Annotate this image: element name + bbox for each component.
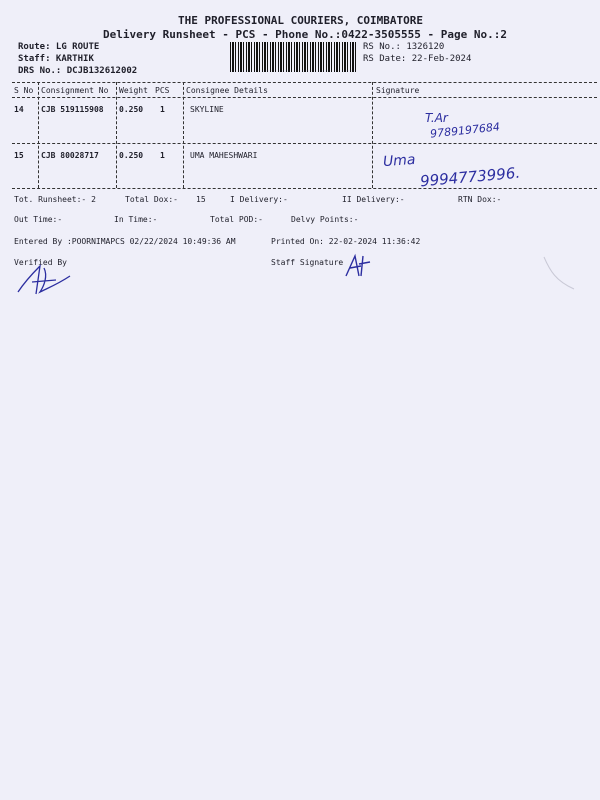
staff-signature bbox=[343, 252, 373, 280]
total-dox-label: Total Dox:- bbox=[125, 195, 178, 204]
total-runsheet: Tot. Runsheet:- 2 bbox=[14, 195, 96, 204]
i-delivery: I Delivery:- bbox=[230, 195, 288, 204]
row-weight: 0.250 bbox=[119, 151, 144, 160]
in-time: In Time:- bbox=[114, 215, 158, 224]
company-title: THE PROFESSIONAL COURIERS, COIMBATORE bbox=[178, 14, 424, 27]
col-header-consignment: Consignment No bbox=[41, 86, 109, 95]
col-header-signature: Signature bbox=[376, 86, 420, 95]
row-consignment: CJB 519115908 bbox=[41, 105, 104, 114]
barcode bbox=[230, 42, 358, 72]
verified-by-label: Verified By bbox=[14, 258, 67, 267]
row-weight: 0.250 bbox=[119, 105, 144, 114]
row-consignee: UMA MAHESHWARI bbox=[190, 151, 258, 160]
staff-label: Staff: KARTHIK bbox=[18, 54, 94, 64]
total-dox-value: 15 bbox=[196, 195, 206, 204]
staff-signature-label: Staff Signature bbox=[271, 258, 344, 267]
drs-number: DRS No.: DCJB132612002 bbox=[18, 66, 138, 76]
route-label: Route: LG ROUTE bbox=[18, 42, 100, 52]
col-divider bbox=[372, 82, 373, 188]
verifier-signature bbox=[14, 262, 76, 298]
rs-number: RS No.: 1326120 bbox=[363, 42, 445, 52]
rs-date: RS Date: 22-Feb-2024 bbox=[363, 54, 472, 64]
table-top-rule bbox=[12, 82, 597, 83]
printed-on: Printed On: 22-02-2024 11:36:42 bbox=[271, 237, 421, 246]
col-header-weight: Weight bbox=[119, 86, 148, 95]
paper-fold-mark bbox=[540, 255, 580, 295]
handwritten-phone: 9994773996. bbox=[419, 163, 521, 191]
runsheet-subtitle: Delivery Runsheet - PCS - Phone No.:0422-3505555 - Page No.:2 bbox=[103, 28, 507, 41]
row-pcs: 1 bbox=[160, 151, 165, 160]
out-time: Out Time:- bbox=[14, 215, 63, 224]
col-divider bbox=[116, 82, 117, 188]
delvy-points: Delvy Points:- bbox=[291, 215, 359, 224]
row-pcs: 1 bbox=[160, 105, 165, 114]
table-row-rule bbox=[12, 143, 597, 144]
entered-by: Entered By :POORNIMAPCS 02/22/2024 10:49:36 AM bbox=[14, 237, 236, 246]
col-divider bbox=[183, 82, 184, 188]
table-bottom-rule bbox=[12, 188, 597, 189]
col-header-sno: S No bbox=[14, 86, 34, 95]
handwritten-name: T.Ar bbox=[425, 111, 448, 125]
rtn-dox: RTN Dox:- bbox=[458, 195, 502, 204]
col-divider bbox=[38, 82, 39, 188]
row-consignment: CJB 80028717 bbox=[41, 151, 99, 160]
col-header-pcs: PCS bbox=[155, 86, 170, 95]
row-consignee: SKYLINE bbox=[190, 105, 224, 114]
total-pod: Total POD:- bbox=[210, 215, 263, 224]
handwritten-name: Uma bbox=[382, 151, 416, 171]
handwritten-phone: 9789197684 bbox=[429, 120, 501, 141]
col-header-consignee: Consignee Details bbox=[186, 86, 268, 95]
row-sno: 14 bbox=[14, 105, 24, 114]
ii-delivery: II Delivery:- bbox=[342, 195, 405, 204]
row-sno: 15 bbox=[14, 151, 24, 160]
table-header-rule bbox=[12, 97, 597, 98]
